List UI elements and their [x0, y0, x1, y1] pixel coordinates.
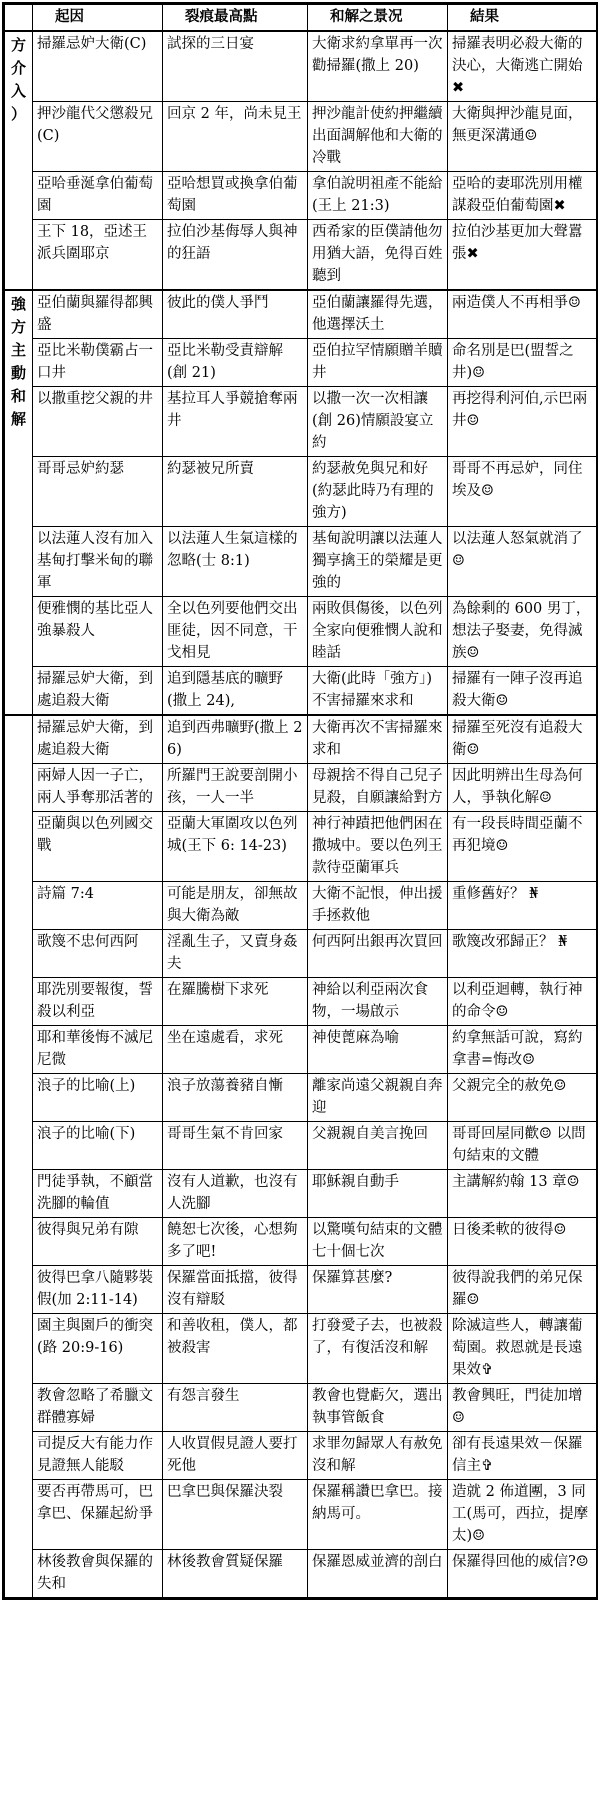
reconciliation-cell: 神使蓖麻為喻 — [308, 1026, 448, 1074]
result-cell: 父親完全的赦免☺ — [448, 1074, 597, 1122]
reconciliation-cell: 以驚嘆句結束的文體七十個七次 — [308, 1218, 448, 1266]
table-row — [5, 1480, 597, 1550]
cause-cell: 以法蓮人沒有加入基甸打擊米甸的聯軍 — [33, 527, 163, 597]
rift-peak-cell: 和善收租，僕人，都被殺害 — [163, 1314, 308, 1384]
table-body — [5, 31, 597, 1598]
table-row — [5, 172, 597, 220]
cause-cell: 耶和華後悔不滅尼尼微 — [33, 1026, 163, 1074]
result-cell: 教會興旺，門徒加增☺ — [448, 1384, 597, 1432]
rift-peak-cell: 彼此的僕人爭鬥 — [163, 290, 308, 339]
group-label-char: 強 — [10, 295, 26, 313]
group-label-char: ） — [10, 105, 26, 123]
result-cell: 大衛與押沙龍見面，無更深溝通☺ — [448, 102, 597, 172]
reconciliation-cell: 兩敗俱傷後，以色列全家向便雅憫人說和睦話 — [308, 597, 448, 667]
rift-peak-cell: 以法蓮人生氣這樣的忽略(士 8:1) — [163, 527, 308, 597]
table-row — [5, 527, 597, 597]
cause-cell: 掃羅忌妒大衛，到處追殺大衛 — [33, 667, 163, 716]
reconciliation-cell: 約瑟赦免與兄和好(約瑟此時乃有理的強方) — [308, 457, 448, 527]
rift-peak-cell: 拉伯沙基侮辱人與神的狂語 — [163, 220, 308, 291]
result-cell: 掃羅至死沒有追殺大衛☺ — [448, 715, 597, 764]
rift-peak-cell: 追到西弗曠野(撒上 26) — [163, 715, 308, 764]
cause-cell: 浪子的比喻(下) — [33, 1122, 163, 1170]
result-cell: 命名別是巴(盟誓之井)☺ — [448, 339, 597, 387]
table-row — [5, 978, 597, 1026]
result-cell: 除滅這些人，轉讓葡萄園。救恩就是長遠果效✞ — [448, 1314, 597, 1384]
table-row — [5, 1170, 597, 1218]
reconciliation-cell: 何西阿出銀再次買回 — [308, 930, 448, 978]
rift-peak-cell: 沒有人道歉，也沒有人洗腳 — [163, 1170, 308, 1218]
reconciliation-table — [4, 4, 597, 1598]
table-row — [5, 1314, 597, 1384]
cause-cell: 兩婦人因一子亡，兩人爭奪那活著的 — [33, 764, 163, 812]
result-cell: 以利亞迴轉，執行神的命令☺ — [448, 978, 597, 1026]
rift-peak-cell: 亞比米勒受責辯解(創 21) — [163, 339, 308, 387]
rift-peak-cell: 浪子放蕩養豬自慚 — [163, 1074, 308, 1122]
rift-peak-cell: 基拉耳人爭競搶奪兩井 — [163, 387, 308, 457]
result-cell: 哥哥回屋同歡☺ 以問句結束的文體 — [448, 1122, 597, 1170]
rift-peak-cell: 試探的三日宴 — [163, 31, 308, 102]
group-label-char: 主 — [10, 341, 26, 359]
table-row — [5, 667, 597, 716]
reconciliation-cell: 神給以利亞兩次食物，一場啟示 — [308, 978, 448, 1026]
result-cell: 歌篾改邪歸正？ ₦ — [448, 930, 597, 978]
group-label-char: 解 — [10, 410, 26, 428]
header-rift-peak: 裂痕最高點 — [163, 5, 308, 32]
table-row — [5, 1074, 597, 1122]
cause-cell: 耶洗別要報復，誓殺以利亞 — [33, 978, 163, 1026]
cause-cell: 彼得與兄弟有隙 — [33, 1218, 163, 1266]
reconciliation-cell: 保羅稱讚巴拿巴。接納馬可。 — [308, 1480, 448, 1550]
result-cell: 有一段長時間亞蘭不再犯境☺ — [448, 812, 597, 882]
result-cell: 彼得說我們的弟兄保羅☺ — [448, 1266, 597, 1314]
group-label-char: 方 — [10, 318, 26, 336]
table-row — [5, 1266, 597, 1314]
reconciliation-cell: 母親捨不得自己兒子見殺，自願讓給對方 — [308, 764, 448, 812]
cause-cell: 司提反大有能力作見證無人能駁 — [33, 1432, 163, 1480]
cause-cell: 歌篾不忠何西阿 — [33, 930, 163, 978]
result-cell: 掃羅表明必殺大衛的決心，大衛逃亡開始 ✖ — [448, 31, 597, 102]
table-row — [5, 764, 597, 812]
cause-cell: 亞伯蘭與羅得都興盛 — [33, 290, 163, 339]
group-label — [5, 290, 33, 715]
reconciliation-cell: 大衛(此時「強方」)不害掃羅來求和 — [308, 667, 448, 716]
rift-peak-cell: 淫亂生子，又賣身姦夫 — [163, 930, 308, 978]
result-cell: 因此明辨出生母為何人，爭執化解☺ — [448, 764, 597, 812]
group-label-char: 和 — [10, 387, 26, 405]
table-row — [5, 1218, 597, 1266]
cause-cell: 詩篇 7:4 — [33, 882, 163, 930]
cause-cell: 哥哥忌妒約瑟 — [33, 457, 163, 527]
reconciliation-cell: 教會也覺虧欠，選出執事管飯食 — [308, 1384, 448, 1432]
cause-cell: 王下 18，亞述王派兵圍耶京 — [33, 220, 163, 291]
reconciliation-cell: 基甸說明讓以法蓮人獨享擒王的榮耀是更強的 — [308, 527, 448, 597]
group-label-char: 入 — [10, 82, 26, 100]
table-row — [5, 882, 597, 930]
group-label — [5, 715, 33, 1598]
group-label-char: 方 — [10, 36, 26, 54]
cause-cell: 以撒重挖父親的井 — [33, 387, 163, 457]
rift-peak-cell: 人收買假見證人要打死他 — [163, 1432, 308, 1480]
document-page — [2, 2, 598, 1600]
table-row — [5, 1384, 597, 1432]
result-cell: 以法蓮人怒氣就消了☺ — [448, 527, 597, 597]
result-cell: 重修舊好？ ₦ — [448, 882, 597, 930]
rift-peak-cell: 全以色列要他們交出匪徒，因不同意，干戈相見 — [163, 597, 308, 667]
rift-peak-cell: 林後教會質疑保羅 — [163, 1550, 308, 1598]
reconciliation-cell: 西希家的臣僕請他勿用猶大語，免得百姓聽到 — [308, 220, 448, 291]
result-cell: 兩造僕人不再相爭☺ — [448, 290, 597, 339]
reconciliation-cell: 神行神蹟把他們困在撒城中。要以色列王款待亞蘭軍兵 — [308, 812, 448, 882]
table-row — [5, 812, 597, 882]
cause-cell: 林後教會與保羅的失和 — [33, 1550, 163, 1598]
reconciliation-cell: 離家尚遠父親親自奔迎 — [308, 1074, 448, 1122]
rift-peak-cell: 哥哥生氣不肯回家 — [163, 1122, 308, 1170]
reconciliation-cell: 求罪勿歸眾人有赦免沒和解 — [308, 1432, 448, 1480]
table-row — [5, 290, 597, 339]
result-cell: 哥哥不再忌妒，同住埃及☺ — [448, 457, 597, 527]
rift-peak-cell: 亞蘭大軍圍攻以色列城(王下 6: 14-23) — [163, 812, 308, 882]
result-cell: 造就 2 佈道團，3 同工(馬可，西拉，提摩太)☺ — [448, 1480, 597, 1550]
cause-cell: 彼得巴拿八隨夥裝假(加 2:11-14) — [33, 1266, 163, 1314]
reconciliation-cell: 父親親自美言挽回 — [308, 1122, 448, 1170]
cause-cell: 掃羅忌妒大衛，到處追殺大衛 — [33, 715, 163, 764]
result-cell: 主講解約翰 13 章☺ — [448, 1170, 597, 1218]
cause-cell: 門徒爭執，不顧當洗腳的輪值 — [33, 1170, 163, 1218]
rift-peak-cell: 巴拿巴與保羅決裂 — [163, 1480, 308, 1550]
cause-cell: 園主與園戶的衝突(路 20:9-16) — [33, 1314, 163, 1384]
result-cell: 卻有長遠果效－保羅信主✞ — [448, 1432, 597, 1480]
table-row — [5, 220, 597, 291]
rift-peak-cell: 所羅門王說要剖開小孩，一人一半 — [163, 764, 308, 812]
header-result: 結果 — [448, 5, 597, 32]
cause-cell: 押沙龍代父懲殺兄(C) — [33, 102, 163, 172]
result-cell: 保羅得回他的威信?☺ — [448, 1550, 597, 1598]
table-row — [5, 1122, 597, 1170]
table-row — [5, 1550, 597, 1598]
table-row — [5, 102, 597, 172]
rift-peak-cell: 約瑟被兄所賣 — [163, 457, 308, 527]
rift-peak-cell: 回京 2 年，尚未見王 — [163, 102, 308, 172]
cause-cell: 浪子的比喻(上) — [33, 1074, 163, 1122]
reconciliation-cell: 保羅算甚麼? — [308, 1266, 448, 1314]
table-row — [5, 715, 597, 764]
rift-peak-cell: 追到隱基底的曠野(撒上 24), — [163, 667, 308, 716]
table-row — [5, 457, 597, 527]
reconciliation-cell: 耶穌親自動手 — [308, 1170, 448, 1218]
group-label — [5, 31, 33, 290]
reconciliation-cell: 亞伯蘭讓羅得先選，他選擇沃土 — [308, 290, 448, 339]
table-row — [5, 1432, 597, 1480]
reconciliation-cell: 拿伯說明祖產不能給(王上 21:3) — [308, 172, 448, 220]
table-row — [5, 387, 597, 457]
reconciliation-cell: 亞伯拉罕情願贈羊贖井 — [308, 339, 448, 387]
result-cell: 日後柔軟的彼得☺ — [448, 1218, 597, 1266]
reconciliation-cell: 大衛求約拿單再一次勸掃羅(撒上 20) — [308, 31, 448, 102]
table-row — [5, 1026, 597, 1074]
table-row — [5, 597, 597, 667]
header-row — [5, 5, 597, 32]
rift-peak-cell: 保羅當面抵擋，彼得沒有辯駁 — [163, 1266, 308, 1314]
result-cell: 掃羅有一陣子沒再追殺大衛☺ — [448, 667, 597, 716]
cause-cell: 教會忽略了希臘文群體寡婦 — [33, 1384, 163, 1432]
reconciliation-cell: 押沙龍計使約押繼續出面調解他和大衛的冷戰 — [308, 102, 448, 172]
result-cell: 再挖得利河伯,示巴兩井☺ — [448, 387, 597, 457]
reconciliation-cell: 大衛再次不害掃羅來求和 — [308, 715, 448, 764]
cause-cell: 亞比米勒僕霸占一口井 — [33, 339, 163, 387]
rift-peak-cell: 可能是朋友，卻無故與大衛為敵 — [163, 882, 308, 930]
table-row — [5, 930, 597, 978]
header-cause: 起因 — [33, 5, 163, 32]
rift-peak-cell: 饒恕七次後，心想夠多了吧! — [163, 1218, 308, 1266]
rift-peak-cell: 有怨言發生 — [163, 1384, 308, 1432]
cause-cell: 要否再帶馬可，巴拿巴、保羅起紛爭 — [33, 1480, 163, 1550]
rift-peak-cell: 亞哈想買或換拿伯葡萄園 — [163, 172, 308, 220]
rift-peak-cell: 坐在遠處看，求死 — [163, 1026, 308, 1074]
reconciliation-cell: 大衛不記恨，伸出援手拯救他 — [308, 882, 448, 930]
table-row — [5, 31, 597, 102]
result-cell: 約拿無話可說，寫約拿書=悔改☺ — [448, 1026, 597, 1074]
table-row — [5, 339, 597, 387]
cause-cell: 亞蘭與以色列國交戰 — [33, 812, 163, 882]
group-label-char: 動 — [10, 364, 26, 382]
reconciliation-cell: 打發愛子去，也被殺了，有復活沒和解 — [308, 1314, 448, 1384]
result-cell: 亞哈的妻耶洗別用權謀殺亞伯葡萄園✖ — [448, 172, 597, 220]
cause-cell: 亞哈垂涎拿伯葡萄園 — [33, 172, 163, 220]
rift-peak-cell: 在羅騰樹下求死 — [163, 978, 308, 1026]
cause-cell: 便雅憫的基比亞人強暴殺人 — [33, 597, 163, 667]
result-cell: 拉伯沙基更加大聲囂張✖ — [448, 220, 597, 291]
group-label-char: 介 — [10, 59, 26, 77]
cause-cell: 掃羅忌妒大衛(C) — [33, 31, 163, 102]
reconciliation-cell: 以撒一次一次相讓(創 26)情願設宴立約 — [308, 387, 448, 457]
reconciliation-cell: 保羅恩威並濟的剖白 — [308, 1550, 448, 1598]
header-corner-cell — [5, 5, 33, 32]
header-reconciliation: 和解之景况 — [308, 5, 448, 32]
result-cell: 為餘剩的 600 男丁，想法子娶妻，免得滅族☺ — [448, 597, 597, 667]
